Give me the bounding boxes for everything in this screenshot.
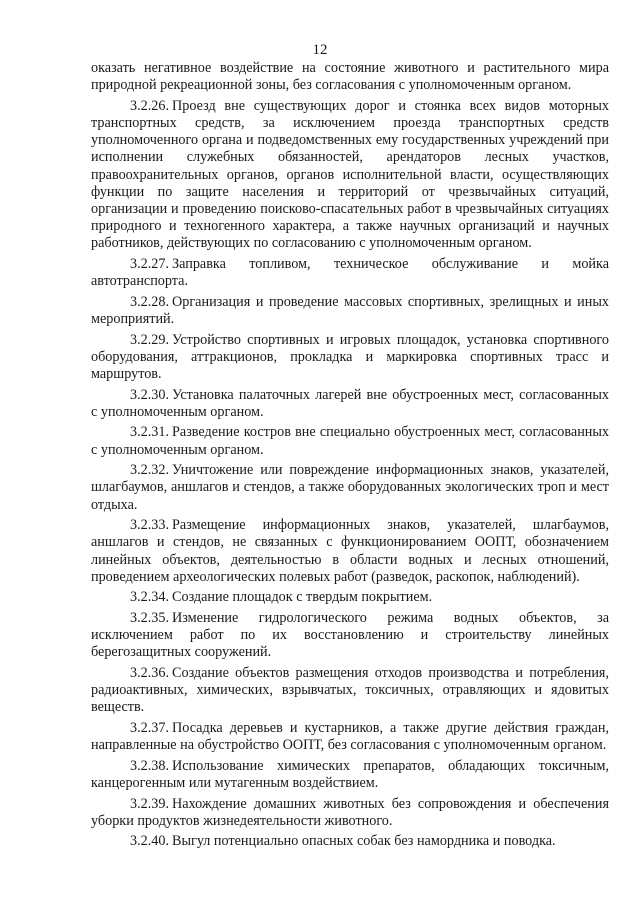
clause-paragraph [91,387,609,421]
clause-number: 3.2.26. [130,97,170,114]
clause-number: 3.2.39. [130,795,170,812]
clause-text: Использование химических препаратов, обладающих токсичным, канцерогенным или мутагенным воздействием. [91,757,609,791]
clause-paragraph [91,332,609,384]
clause-number: 3.2.38. [130,757,170,774]
clause-text: Размещение информационных знаков, указателей, шлагбаумов, аншлагов и стендов, не связанных с функционированием ООПТ, обозначением линейных объектов, деятельностью в области водных и лесных отношений, проведением археологических полевых работ (разведок, раскопок, наблюдений). [91,517,609,585]
document-body [91,60,609,854]
clause-number: 3.2.30. [130,386,170,403]
continuation-paragraph: оказать негативное воздействие на состояние животного и растительного мира природной рекреационной зоны, без согласования с уполномоченным органом. [91,60,609,94]
items-list [91,98,609,851]
clause-text: Организация и проведение массовых спортивных, зрелищных и иных мероприятий. [91,293,609,328]
clause-number: 3.2.34. [130,589,170,606]
clause-paragraph [91,665,609,717]
clause-text: Нахождение домашних животных без сопровождения и обеспечения уборки продуктов жизнедеятельности животного. [91,795,609,829]
clause-paragraph [91,98,609,253]
clause-paragraph [91,462,609,514]
clause-number: 3.2.31. [130,424,170,441]
clause-text: Установка палаточных лагерей вне обустроенных мест, согласованных с уполномоченным органом. [91,386,609,420]
clause-text: Устройство спортивных и игровых площадок, установка спортивного оборудования, аттракционов, прокладка и маркировка спортивных трасс и маршрутов. [91,331,609,383]
clause-paragraph [91,424,609,458]
clause-paragraph [91,589,609,606]
clause-text: Изменение гидрологического режима водных объектов, за исключением работ по их восстановлению и строительству линейных берегозащитных сооружений. [91,610,609,661]
clause-text: Создание объектов размещения отходов производства и потребления, радиоактивных, химических, взрывчатых, токсичных, отравляющих и ядовитых веществ. [91,665,609,716]
clause-text: Заправка топливом, техническое обслуживание и мойка автотранспорта. [91,256,609,290]
clause-paragraph [91,796,609,830]
clause-paragraph [91,610,609,662]
clause-text: Выгул потенциально опасных собак без намордника и поводка. [172,833,556,850]
clause-paragraph [91,833,609,850]
clause-number: 3.2.33. [130,517,170,534]
clause-number: 3.2.35. [130,610,170,626]
clause-number: 3.2.29. [130,331,170,348]
clause-text: Посадка деревьев и кустарников, а также другие действия граждан, направленные на обустройство ООПТ, без согласования с уполномоченным органом. [91,720,609,754]
clause-number: 3.2.27. [130,256,170,273]
clause-paragraph [91,517,609,586]
clause-number: 3.2.28. [130,293,170,310]
clause-number: 3.2.40. [130,833,170,850]
clause-number: 3.2.32. [130,462,170,479]
clause-number: 3.2.37. [130,720,170,736]
clause-paragraph [91,758,609,792]
clause-text: Проезд вне существующих дорог и стоянка всех видов моторных транспортных средств, за исключением проезда транспортных средств уполномоченного органа и подведомственных ему государственных учреждений при исполнении служебных обязанностей, арендаторов лесных участков, правоохранительных органов, органов исполнительной власти, осуществляющих функции по защите населения и территорий от чрезвычайных ситуаций, организации и проведению поисково-спасательных работ в чрезвычайных ситуациях природного и техногенного характера, а также научных организаций и научных работников, действующих по согласованию с уполномоченным органом. [91,97,609,252]
clause-paragraph [91,294,609,328]
page-number: 12 [312,42,328,58]
clause-text: Разведение костров вне специально обустроенных мест, согласованных с уполномоченным органом. [91,424,609,458]
clause-paragraph [91,720,609,754]
clause-text: Создание площадок с твердым покрытием. [172,589,433,606]
clause-text: Уничтожение или повреждение информационных знаков, указателей, шлагбаумов, аншлагов и стендов, а также оборудованных экологических троп и мест отдыха. [91,462,609,513]
clause-number: 3.2.36. [130,665,170,681]
clause-paragraph [91,256,609,290]
